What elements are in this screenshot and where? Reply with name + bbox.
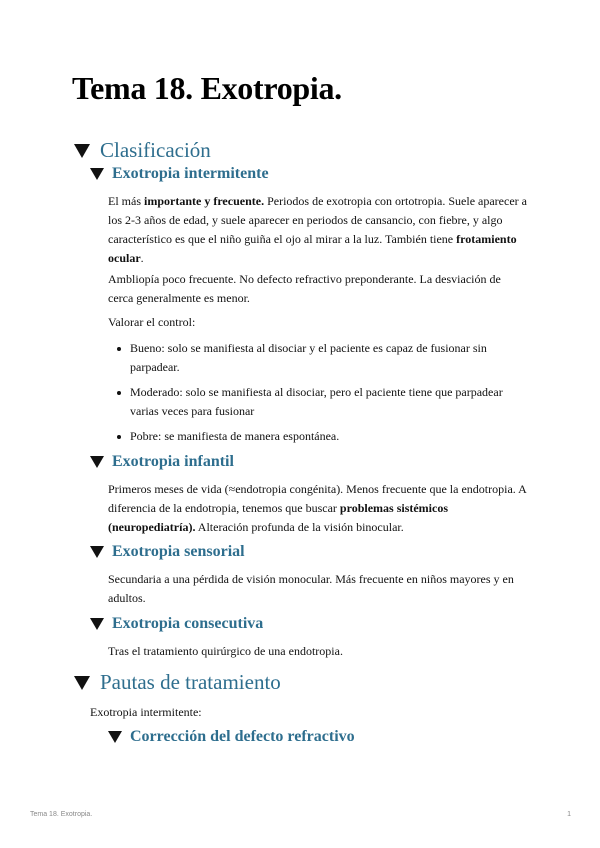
disclosure-triangle-icon[interactable] — [90, 168, 104, 180]
control-list — [108, 339, 528, 452]
disclosure-triangle-icon[interactable] — [90, 618, 104, 630]
footer-page-number: 1 — [567, 811, 571, 818]
disclosure-triangle-icon[interactable] — [74, 144, 90, 158]
section-pautas-heading[interactable] — [74, 670, 281, 695]
infantil-paragraph: Primeros meses de vida (≈endotropia congénita). Menos frecuente que la endotropia. A diferencia de la endotropia, tenemos que buscar problemas sistémicos (neuropediatría). Alteración profunda de la visión binocular. — [108, 482, 527, 534]
subsection-intermitente-label: Exotropia intermitente — [112, 165, 269, 182]
intermitente-paragraph-1: El más importante y frecuente. Periodos de exotropia con ortotropia. Suele aparecer a los 2-3 años de edad, y suele aparecer en periodos de cansancio, con fiebre, y algo característico es que el niño guiña el ojo al mirar a la luz. También tiene frotamiento ocular. — [108, 194, 527, 265]
subsection-correccion-heading[interactable] — [108, 728, 355, 746]
page-title: Tema 18. Exotropia. — [72, 70, 342, 106]
subsection-consecutiva-label: Exotropia consecutiva — [112, 615, 264, 632]
section-pautas-label: Pautas de tratamiento — [100, 670, 281, 694]
intermitente-paragraph-2: Ambliopía poco frecuente. No defecto refractivo preponderante. La desviación de cerca generalmente es menor. — [108, 272, 501, 305]
sensorial-paragraph: Secundaria a una pérdida de visión monocular. Más frecuente en niños mayores y en adultos. — [108, 572, 514, 605]
consecutiva-paragraph: Tras el tratamiento quirúrgico de una endotropia. — [108, 644, 343, 658]
disclosure-triangle-icon[interactable] — [108, 731, 122, 743]
subsection-correccion-label: Corrección del defecto refractivo — [130, 728, 355, 745]
section-clasificacion-heading[interactable] — [74, 138, 211, 163]
intermitente-paragraph-3: Valorar el control: — [108, 315, 196, 329]
pautas-intro: Exotropia intermitente: — [90, 705, 202, 719]
list-item: Pobre: se manifiesta de manera espontánea. — [108, 427, 528, 446]
subsection-sensorial-heading[interactable] — [90, 543, 245, 561]
subsection-infantil-label: Exotropia infantil — [112, 453, 234, 470]
disclosure-triangle-icon[interactable] — [74, 676, 90, 690]
subsection-consecutiva-heading[interactable] — [90, 615, 263, 633]
list-item: Bueno: solo se manifiesta al disociar y el paciente es capaz de fusionar sin parpadear. — [108, 339, 528, 377]
disclosure-triangle-icon[interactable] — [90, 456, 104, 468]
disclosure-triangle-icon[interactable] — [90, 546, 104, 558]
section-clasificacion-label: Clasificación — [100, 138, 211, 162]
footer-title: Tema 18. Exotropia. — [30, 811, 93, 818]
subsection-intermitente-heading[interactable] — [90, 165, 269, 183]
subsection-sensorial-label: Exotropia sensorial — [112, 543, 245, 560]
subsection-infantil-heading[interactable] — [90, 453, 234, 471]
list-item: Moderado: solo se manifiesta al disociar, pero el paciente tiene que parpadear varias veces para fusionar — [108, 383, 528, 421]
